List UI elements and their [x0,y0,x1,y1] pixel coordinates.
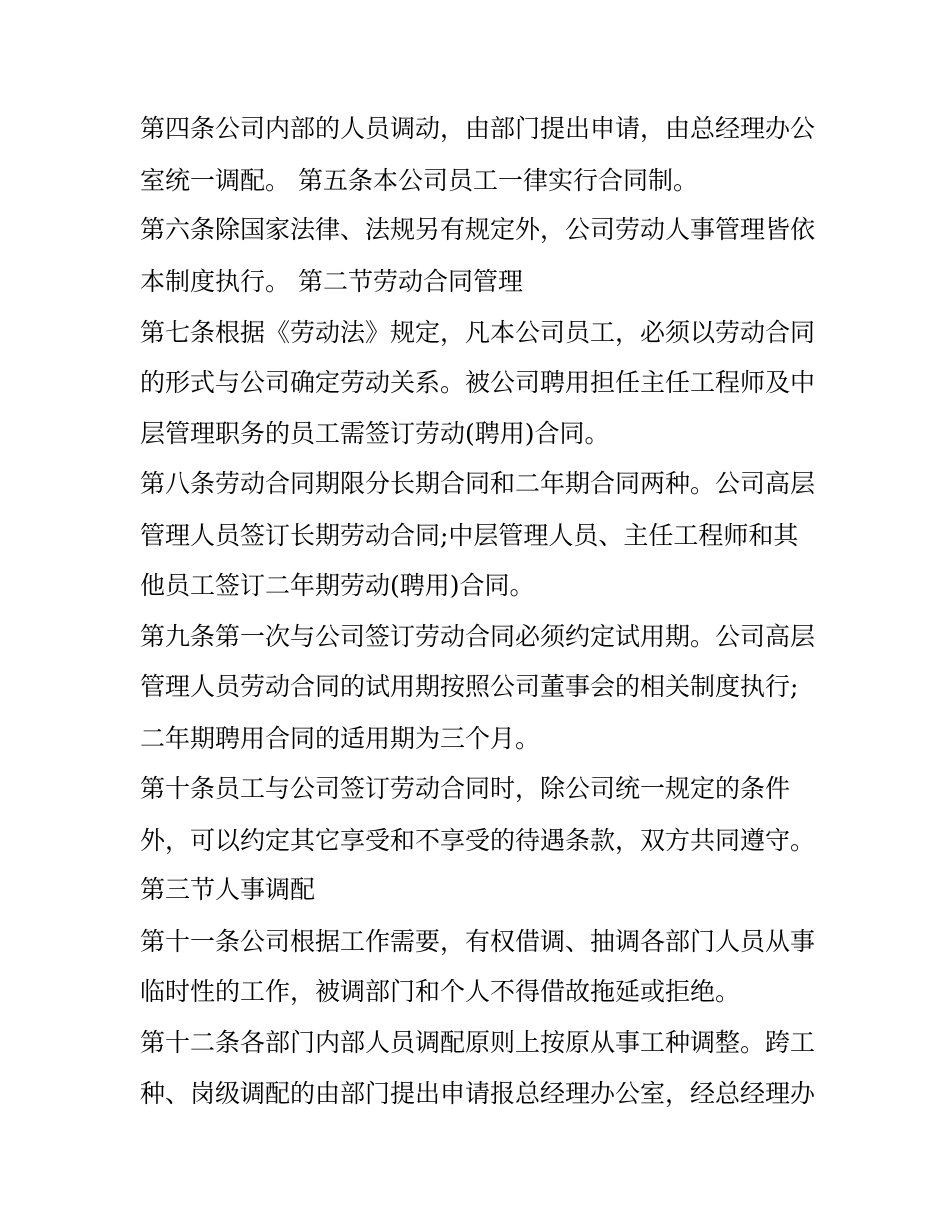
section-heading: 第三节人事调配 [140,875,316,904]
text-line: 第十一条公司根据工作需要，有权借调、抽调各部门人员从事 [140,927,816,956]
text-line: 第六条除国家法律、法规另有规定外，公司劳动人事管理皆依 [140,215,816,244]
text-line: 外，可以约定其它享受和不享受的待遇条款，双方共同遵守。 [140,826,816,855]
text-line: 本制度执行。 第二节劳动合同管理 [140,267,523,296]
text-line: 第十条员工与公司签订劳动合同时，除公司统一规定的条件 [140,774,791,803]
text-line: 第七条根据《劳动法》规定，凡本公司员工，必须以劳动合同 [140,318,816,347]
text-line: 二年期聘用合同的适用期为三个月。 [140,724,541,753]
text-line: 第四条公司内部的人员调动，由部门提出申请，由总经理办公 [140,114,816,143]
text-line: 种、岗级调配的由部门提出申请报总经理办公室，经总经理办 [140,1079,816,1108]
text-line: 管理人员劳动合同的试用期按照公司董事会的相关制度执行; [140,672,799,701]
text-line: 第九条第一次与公司签订劳动合同必须约定试用期。公司高层 [140,622,816,651]
text-line: 第十二条各部门内部人员调配原则上按原从事工种调整。跨工 [140,1028,816,1057]
text-line: 层管理职务的员工需签订劳动(聘用)合同。 [140,419,610,448]
text-line: 临时性的工作，被调部门和个人不得借故拖延或拒绝。 [140,977,741,1006]
text-line: 的形式与公司确定劳动关系。被公司聘用担任主任工程师及中 [140,368,816,397]
text-line: 他员工签订二年期劳动(聘用)合同。 [140,571,535,600]
text-line: 管理人员签订长期劳动合同;中层管理人员、主任工程师和其 [140,521,799,550]
text-line: 第八条劳动合同期限分长期合同和二年期合同两种。公司高层 [140,469,816,498]
text-line: 室统一调配。 第五条本公司员工一律实行合同制。 [140,166,698,195]
